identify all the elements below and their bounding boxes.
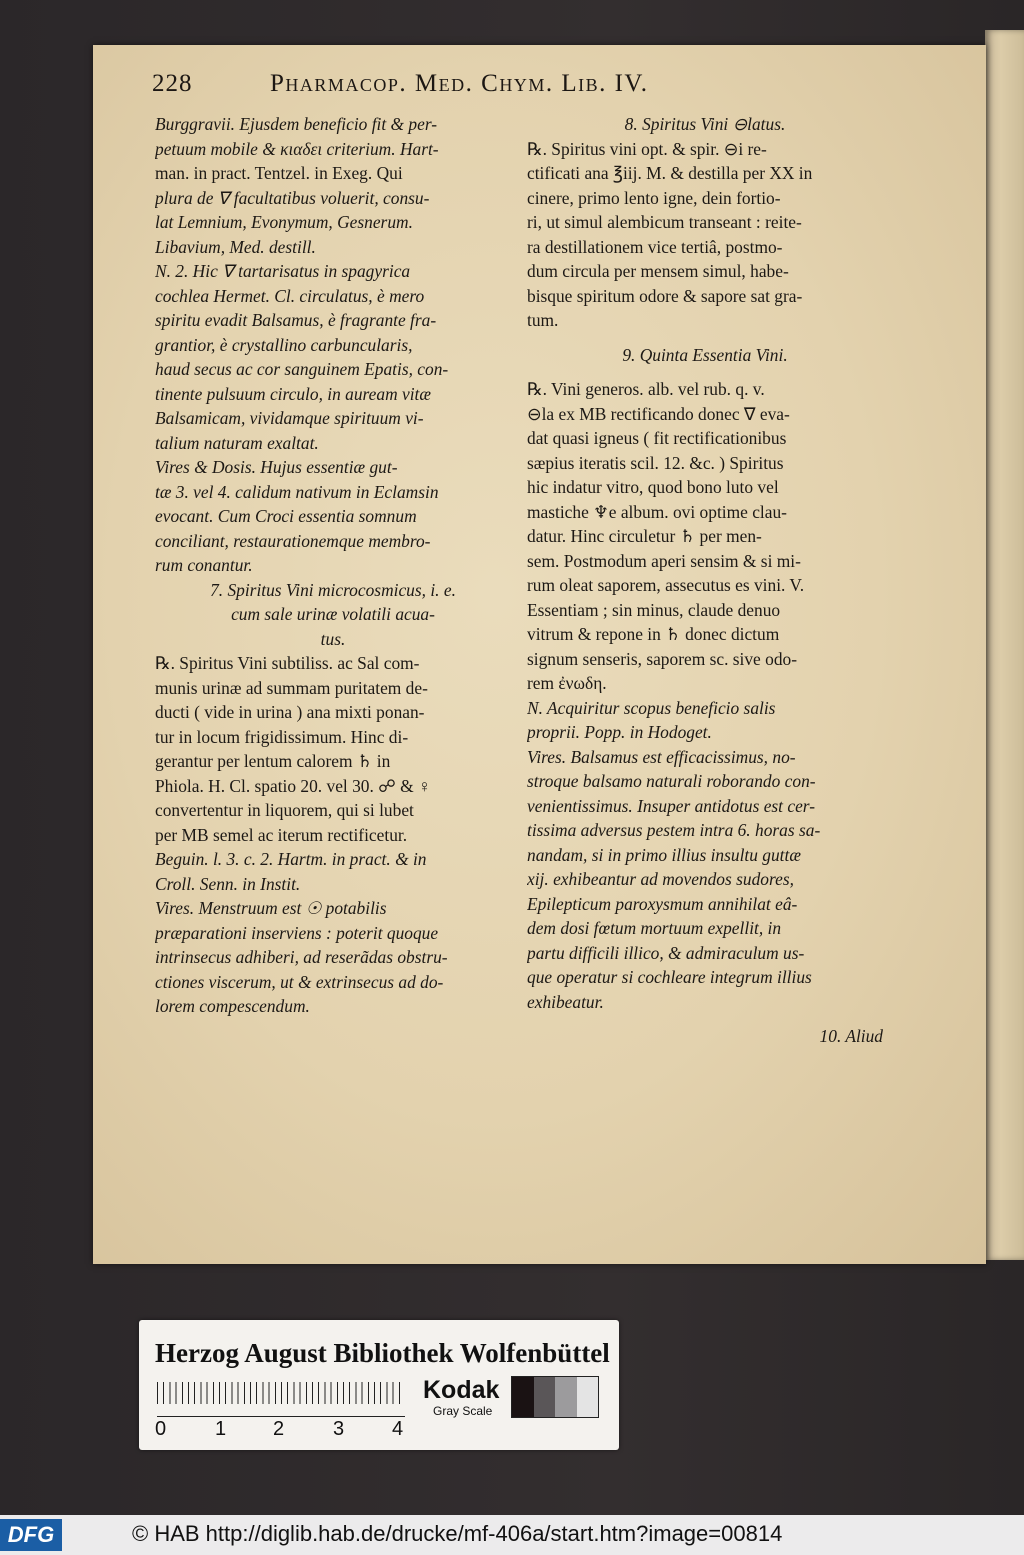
left-text-column bbox=[155, 112, 511, 1019]
text-line: talium naturam exaltat. bbox=[155, 432, 319, 453]
text-line: 10. Aliud bbox=[819, 1026, 883, 1046]
right-text-column bbox=[527, 112, 883, 1049]
text-line: ℞. Spiritus vini opt. & spir. ⊖i re- bbox=[527, 138, 767, 159]
text-line: Beguin. l. 3. c. 2. Hartm. in pract. & in bbox=[155, 849, 427, 869]
text-line bbox=[527, 367, 883, 377]
text-line: Essentiam ; sin minus, claude denuo bbox=[527, 599, 781, 620]
text-line: ctiones viscerum, ut & extrinsecus ad do- bbox=[155, 971, 444, 992]
text-line: venientissimus. Insuper antidotus est cer- bbox=[527, 795, 816, 816]
text-line: per MB semel ac iterum rectificetur. bbox=[155, 824, 408, 845]
text-line: cum sale urinæ volatili acua- bbox=[231, 604, 435, 624]
text-line: stroque balsamo naturali roborando con- bbox=[527, 771, 816, 791]
text-line: Vires. Menstruum est ☉ potabilis bbox=[155, 898, 387, 918]
text-line: lorem compescendum. bbox=[155, 996, 310, 1016]
text-line: præparationi inserviens : poterit quoque bbox=[155, 922, 439, 943]
text-line: bisque spiritum odore & sapore sat gra- bbox=[527, 285, 803, 306]
gray-swatch bbox=[577, 1377, 599, 1417]
text-line: haud secus ac cor sanguinem Epatis, con- bbox=[155, 359, 449, 379]
text-line: proprii. Popp. in Hodoget. bbox=[527, 722, 712, 742]
text-line: ctificati ana ℥iij. M. & destilla per XX in bbox=[527, 163, 813, 183]
text-line: tur in locum frigidissimum. Hinc di- bbox=[155, 726, 409, 747]
grayscale-swatches bbox=[511, 1376, 599, 1418]
text-line: 9. Quinta Essentia Vini. bbox=[622, 344, 788, 365]
text-line: spiritu evadit Balsamus, è fragrante fra- bbox=[155, 310, 437, 330]
text-line: dum circula per mensem simul, habe- bbox=[527, 261, 789, 281]
running-title: Pharmacop. Med. Chym. Lib. IV. bbox=[270, 70, 649, 97]
text-line bbox=[527, 1014, 883, 1024]
text-line: rum conantur. bbox=[155, 555, 253, 575]
text-line: dat quasi igneus ( fit rectificationibus bbox=[527, 428, 787, 448]
text-line: Burggravii. Ejusdem beneficio fit & per- bbox=[155, 114, 438, 134]
text-line: xij. exhibeantur ad movendos sudores, bbox=[527, 869, 794, 889]
text-line: tinente pulsuum circulo, in auream vitæ bbox=[155, 383, 431, 404]
next-page-edge bbox=[985, 30, 1024, 1260]
text-line: mastiche ♆e album. ovi optime clau- bbox=[527, 501, 787, 522]
text-line: grantior, è crystallino carbuncularis, bbox=[155, 334, 413, 355]
page-header bbox=[152, 70, 852, 104]
text-line: tissima adversus pestem intra 6. horas sa- bbox=[527, 820, 821, 840]
dfg-logo: DFG bbox=[0, 1519, 62, 1551]
text-line: ℞. Spiritus Vini subtiliss. ac Sal com- bbox=[155, 653, 420, 673]
text-line: Vires. Balsamus est efficacissimus, no- bbox=[527, 746, 796, 767]
text-line: munis urinæ ad summam puritatem de- bbox=[155, 677, 428, 698]
text-line: tæ 3. vel 4. calidum nativum in Eclamsin bbox=[155, 481, 439, 502]
text-line: Croll. Senn. in Instit. bbox=[155, 873, 301, 894]
text-line: ducti ( vide in urina ) ana mixti ponan- bbox=[155, 702, 425, 722]
text-line: 8. Spiritus Vini ⊖latus. bbox=[624, 114, 786, 134]
text-line: signum senseris, saporem sc. sive odo- bbox=[527, 648, 797, 669]
ruler-number: 0 bbox=[155, 1418, 167, 1440]
text-line: ri, ut simul alembicum transeant : reite- bbox=[527, 212, 802, 232]
measurement-ruler bbox=[157, 1382, 405, 1417]
text-line: hic indatur vitro, quod bono luto vel bbox=[527, 477, 779, 497]
kodak-logo: Kodak bbox=[423, 1376, 500, 1404]
text-line: man. in pract. Tentzel. in Exeg. Qui bbox=[155, 163, 403, 183]
text-line: sem. Postmodum aperi sensim & si mi- bbox=[527, 550, 801, 571]
ruler-number: 4 bbox=[392, 1418, 404, 1440]
color-target-card bbox=[139, 1320, 619, 1450]
copyright-link[interactable]: © HAB http://diglib.hab.de/drucke/mf-406a/start.htm?image=00814 bbox=[132, 1521, 783, 1546]
text-line: ra destillationem vice tertiâ, postmo- bbox=[527, 236, 783, 257]
ruler-number: 1 bbox=[215, 1418, 227, 1440]
text-line: intrinsecus adhiberi, ad reserãdas obstru- bbox=[155, 947, 448, 967]
text-line: Epilepticum paroxysmum annihilat eâ- bbox=[527, 893, 798, 914]
text-line: sæpius iteratis scil. 12. &c. ) Spiritus bbox=[527, 452, 784, 473]
ruler-number: 2 bbox=[273, 1418, 285, 1440]
gray-swatch bbox=[555, 1377, 577, 1417]
text-line: que operatur si cochleare integrum illius bbox=[527, 967, 812, 987]
text-line: lat Lemnium, Evonymum, Gesnerum. bbox=[155, 212, 413, 232]
text-line: evocant. Cum Croci essentia somnum bbox=[155, 506, 417, 526]
text-line: Phiola. H. Cl. spatio 20. vel 30. ☍ & ♀ bbox=[155, 775, 432, 796]
text-line: partu difficili illico, & admiraculum us- bbox=[527, 942, 805, 963]
text-line: petuum mobile & κιαδει criterium. Hart- bbox=[155, 138, 439, 159]
text-line: cochlea Hermet. Cl. circulatus, è mero bbox=[155, 285, 425, 306]
ruler-number: 3 bbox=[333, 1418, 345, 1440]
gray-swatch bbox=[534, 1377, 556, 1417]
text-line: exhibeatur. bbox=[527, 991, 604, 1012]
text-line: rum oleat saporem, assecutus es vini. V. bbox=[527, 575, 805, 595]
text-line: N. 2. Hic ∇ tartarisatus in spagyrica bbox=[155, 261, 411, 281]
text-line: convertentur in liquorem, qui si lubet bbox=[155, 800, 414, 820]
footer-bar bbox=[0, 1515, 1024, 1555]
text-line: N. Acquiritur scopus beneficio salis bbox=[527, 697, 776, 718]
text-line: ⊖la ex MB rectificando donec ∇ eva- bbox=[527, 403, 790, 424]
gray-swatch bbox=[512, 1377, 534, 1417]
text-line: cinere, primo lento igne, dein fortio- bbox=[527, 187, 781, 208]
text-line: tum. bbox=[527, 310, 559, 330]
text-line: gerantur per lentum calorem ♄ in bbox=[155, 751, 391, 771]
library-name: Herzog August Bibliothek Wolfenbüttel bbox=[155, 1338, 610, 1368]
text-line: 7. Spiritus Vini microcosmicus, i. e. bbox=[210, 579, 456, 600]
text-line bbox=[527, 333, 883, 343]
text-line: nandam, si in primo illius insultu guttæ bbox=[527, 844, 801, 865]
text-line: ℞. Vini generos. alb. vel rub. q. v. bbox=[527, 379, 765, 399]
text-line: Libavium, Med. destill. bbox=[155, 236, 316, 257]
text-line: Balsamicam, vividamque spirituum vi- bbox=[155, 408, 424, 428]
text-line: vitrum & repone in ♄ donec dictum bbox=[527, 624, 780, 644]
text-line: tus. bbox=[320, 628, 346, 649]
text-line: plura de ∇ facultatibus voluerit, consu- bbox=[155, 187, 430, 208]
text-line: datur. Hinc circuletur ♄ per men- bbox=[527, 526, 762, 546]
text-line: conciliant, restaurationemque membro- bbox=[155, 530, 431, 551]
page-number: 228 bbox=[152, 70, 193, 97]
text-line: Vires & Dosis. Hujus essentiæ gut- bbox=[155, 457, 398, 477]
text-line: rem ἐνωδη. bbox=[527, 673, 607, 693]
grayscale-label: Gray Scale bbox=[433, 1404, 493, 1418]
text-line: dem dosi fœtum mortuum expellit, in bbox=[527, 918, 782, 938]
